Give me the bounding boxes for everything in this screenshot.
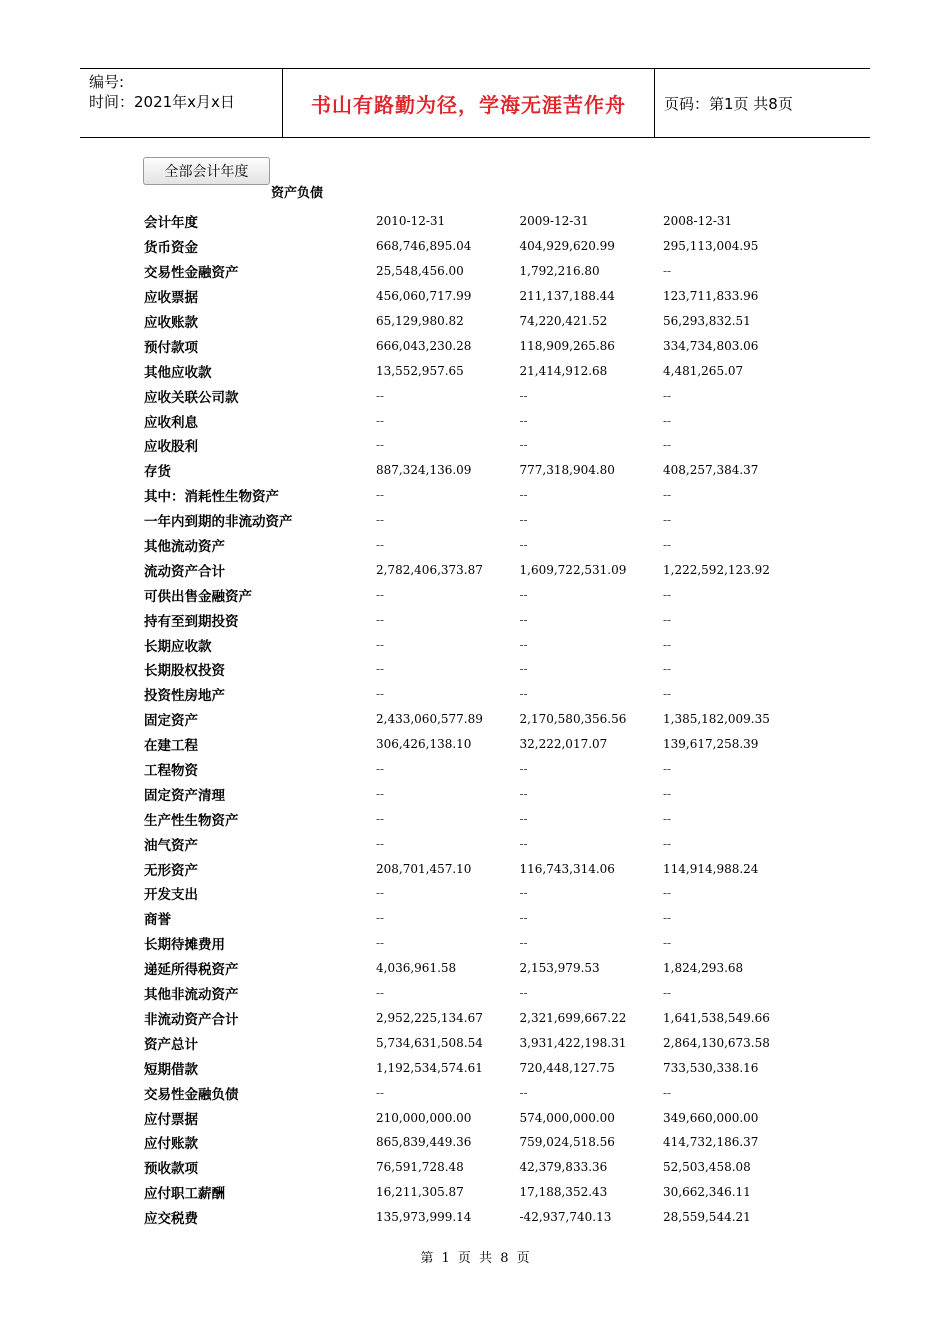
table-row bbox=[144, 284, 834, 309]
row-label: 开发支出 bbox=[144, 887, 198, 904]
value-cell: -- bbox=[663, 513, 672, 528]
value-cell: 414,732,186.37 bbox=[663, 1135, 759, 1150]
value-cell: 76,591,728.48 bbox=[376, 1160, 464, 1175]
value-cell: 574,000,000.00 bbox=[519, 1110, 615, 1125]
value-cell: 208,701,457.10 bbox=[376, 861, 472, 876]
value-cell: 4,036,961.58 bbox=[376, 961, 457, 976]
value-cell: 2009-12-31 bbox=[519, 214, 589, 229]
table-row bbox=[144, 806, 834, 831]
row-label: 资产总计 bbox=[144, 1036, 198, 1053]
value-cell: -- bbox=[376, 762, 385, 777]
value-cell: 21,414,912.68 bbox=[519, 363, 608, 378]
row-label: 应收票据 bbox=[144, 290, 198, 307]
row-label: 生产性生物资产 bbox=[144, 812, 239, 829]
header-page-info: 页码：第1页 共8页 bbox=[664, 94, 793, 113]
value-cell: -- bbox=[376, 936, 385, 951]
value-cell: 1,609,722,531.09 bbox=[519, 562, 627, 577]
value-cell: -- bbox=[519, 513, 528, 528]
value-cell: 5,734,631,508.54 bbox=[376, 1035, 483, 1050]
value-cell: -- bbox=[376, 986, 385, 1001]
value-cell: -- bbox=[663, 662, 672, 677]
value-cell: 2008-12-31 bbox=[663, 214, 733, 229]
value-cell: 334,734,803.06 bbox=[663, 338, 759, 353]
value-cell: -- bbox=[376, 687, 385, 702]
value-cell: -- bbox=[663, 911, 672, 926]
value-cell: 118,909,265.86 bbox=[519, 338, 615, 353]
row-label: 预付款项 bbox=[144, 339, 198, 356]
row-label: 其他应收款 bbox=[144, 364, 212, 381]
row-label: 投资性房地产 bbox=[144, 688, 225, 705]
header-meta bbox=[80, 69, 282, 137]
value-cell: 116,743,314.06 bbox=[519, 861, 615, 876]
value-cell: 139,617,258.39 bbox=[663, 737, 759, 752]
value-cell: -- bbox=[519, 936, 528, 951]
value-cell: 1,385,182,009.35 bbox=[663, 712, 770, 727]
row-label: 油气资产 bbox=[144, 837, 198, 854]
row-label: 一年内到期的非流动资产 bbox=[144, 514, 293, 531]
value-cell: -- bbox=[519, 687, 528, 702]
row-label: 商誉 bbox=[144, 912, 171, 929]
value-cell: 52,503,458.08 bbox=[663, 1160, 751, 1175]
table-row bbox=[144, 1055, 834, 1080]
value-cell: 777,318,904.80 bbox=[519, 463, 615, 478]
section-title: 资产负债 bbox=[271, 186, 324, 201]
row-label: 工程物资 bbox=[144, 763, 198, 780]
value-cell: 887,324,136.09 bbox=[376, 463, 472, 478]
value-cell: -- bbox=[663, 264, 672, 279]
value-cell: -- bbox=[376, 786, 385, 801]
table-row bbox=[144, 309, 834, 334]
row-label: 应收利息 bbox=[144, 414, 198, 431]
row-label: 固定资产清理 bbox=[144, 787, 225, 804]
value-cell: 720,448,127.75 bbox=[519, 1060, 615, 1075]
row-label: 应付票据 bbox=[144, 1111, 198, 1128]
value-cell: -- bbox=[376, 413, 385, 428]
value-cell: 30,662,346.11 bbox=[663, 1185, 751, 1200]
row-label: 其他流动资产 bbox=[144, 539, 225, 556]
value-cell: -- bbox=[376, 911, 385, 926]
row-label: 应收关联公司款 bbox=[144, 389, 239, 406]
value-cell: -- bbox=[663, 413, 672, 428]
value-cell: 2,170,580,356.56 bbox=[519, 712, 627, 727]
table-row bbox=[144, 533, 834, 558]
value-cell: -- bbox=[519, 538, 528, 553]
value-cell: -- bbox=[663, 488, 672, 503]
value-cell: 759,024,518.56 bbox=[519, 1135, 615, 1150]
value-cell: 123,711,833.96 bbox=[663, 289, 759, 304]
value-cell: -- bbox=[376, 662, 385, 677]
value-cell: 16,211,305.87 bbox=[376, 1185, 464, 1200]
table-row bbox=[144, 1105, 834, 1130]
value-cell: 2,433,060,577.89 bbox=[376, 712, 483, 727]
value-cell: -- bbox=[519, 488, 528, 503]
value-cell: 211,137,188.44 bbox=[519, 289, 615, 304]
row-label: 其中：消耗性生物资产 bbox=[144, 489, 279, 506]
value-cell: -- bbox=[663, 786, 672, 801]
value-cell: -- bbox=[519, 1085, 528, 1100]
value-cell: 668,746,895.04 bbox=[376, 239, 472, 254]
value-cell: 32,222,017.07 bbox=[519, 737, 608, 752]
page-footer: 第 1 页 共 8 页 bbox=[420, 1251, 530, 1266]
row-label: 递延所得税资产 bbox=[144, 962, 239, 979]
table-row bbox=[144, 682, 834, 707]
table-row bbox=[144, 1205, 834, 1230]
value-cell: 3,931,422,198.31 bbox=[519, 1035, 627, 1050]
row-label: 交易性金融负债 bbox=[144, 1086, 239, 1103]
row-label: 无形资产 bbox=[144, 862, 198, 879]
value-cell: -- bbox=[376, 612, 385, 627]
table-row bbox=[144, 757, 834, 782]
value-cell: -- bbox=[519, 662, 528, 677]
row-label: 固定资产 bbox=[144, 713, 198, 730]
value-cell: -- bbox=[376, 388, 385, 403]
value-cell: -- bbox=[663, 538, 672, 553]
table-row bbox=[144, 931, 834, 956]
table-row bbox=[144, 981, 834, 1006]
value-cell: 2,153,979.53 bbox=[519, 961, 600, 976]
value-cell: -- bbox=[663, 612, 672, 627]
value-cell: 865,839,449.36 bbox=[376, 1135, 472, 1150]
table-row bbox=[144, 732, 834, 757]
value-cell: -- bbox=[376, 587, 385, 602]
row-label: 预收款项 bbox=[144, 1161, 198, 1178]
value-cell: 306,426,138.10 bbox=[376, 737, 472, 752]
value-cell: 1,792,216.80 bbox=[519, 264, 600, 279]
value-cell: -- bbox=[663, 886, 672, 901]
balance-sheet-table bbox=[144, 209, 834, 1230]
table-row bbox=[144, 1030, 834, 1055]
table-row bbox=[144, 259, 834, 284]
value-cell: -- bbox=[663, 936, 672, 951]
fiscal-year-button[interactable]: 全部会计年度 bbox=[143, 157, 270, 185]
table-row bbox=[144, 508, 834, 533]
row-label: 在建工程 bbox=[144, 738, 198, 755]
table-row bbox=[144, 333, 834, 358]
value-cell: -- bbox=[519, 612, 528, 627]
value-cell: -- bbox=[376, 637, 385, 652]
value-cell: -- bbox=[376, 538, 385, 553]
value-cell: -- bbox=[663, 438, 672, 453]
value-cell: -- bbox=[376, 1085, 385, 1100]
table-row bbox=[144, 1080, 834, 1105]
value-cell: -- bbox=[376, 836, 385, 851]
table-row bbox=[144, 1180, 834, 1205]
row-label: 应付账款 bbox=[144, 1136, 198, 1153]
value-cell: -- bbox=[376, 513, 385, 528]
value-cell: 295,113,004.95 bbox=[663, 239, 759, 254]
row-label: 其他非流动资产 bbox=[144, 987, 239, 1004]
value-cell: -- bbox=[376, 811, 385, 826]
value-cell: 13,552,957.65 bbox=[376, 363, 464, 378]
value-cell: 135,973,999.14 bbox=[376, 1210, 472, 1225]
value-cell: 456,060,717.99 bbox=[376, 289, 472, 304]
table-row bbox=[144, 408, 834, 433]
row-label: 长期待摊费用 bbox=[144, 937, 225, 954]
table-row bbox=[144, 707, 834, 732]
value-cell: -- bbox=[663, 687, 672, 702]
table-row bbox=[144, 433, 834, 458]
value-cell: 28,559,544.21 bbox=[663, 1210, 751, 1225]
value-cell: -- bbox=[519, 911, 528, 926]
value-cell: 114,914,988.24 bbox=[663, 861, 759, 876]
table-row bbox=[144, 632, 834, 657]
table-row bbox=[144, 1155, 834, 1180]
value-cell: -- bbox=[376, 438, 385, 453]
value-cell: 2010-12-31 bbox=[376, 214, 446, 229]
table-row bbox=[144, 657, 834, 682]
table-row bbox=[144, 607, 834, 632]
value-cell: 65,129,980.82 bbox=[376, 314, 464, 328]
value-cell: 4,481,265.07 bbox=[663, 363, 744, 378]
row-label: 应付职工薪酬 bbox=[144, 1186, 225, 1203]
table-row bbox=[144, 358, 834, 383]
value-cell: -- bbox=[519, 413, 528, 428]
value-cell: 1,192,534,574.61 bbox=[376, 1060, 483, 1075]
row-label: 会计年度 bbox=[144, 215, 198, 232]
value-cell: 74,220,421.52 bbox=[519, 314, 608, 328]
table-row bbox=[144, 831, 834, 856]
value-cell: 404,929,620.99 bbox=[519, 239, 615, 254]
value-cell: -- bbox=[663, 388, 672, 403]
value-cell: -- bbox=[519, 811, 528, 826]
value-cell: 17,188,352.43 bbox=[519, 1185, 608, 1200]
table-row bbox=[144, 906, 834, 931]
value-cell: 1,824,293.68 bbox=[663, 961, 744, 976]
value-cell: -- bbox=[519, 786, 528, 801]
table-row bbox=[144, 483, 834, 508]
value-cell: -- bbox=[376, 488, 385, 503]
value-cell: 408,257,384.37 bbox=[663, 463, 759, 478]
value-cell: -- bbox=[519, 637, 528, 652]
row-label: 持有至到期投资 bbox=[144, 613, 239, 630]
value-cell: -- bbox=[663, 587, 672, 602]
value-cell: -42,937,740.13 bbox=[519, 1210, 612, 1225]
table-row bbox=[144, 557, 834, 582]
table-row bbox=[144, 781, 834, 806]
value-cell: 2,782,406,373.87 bbox=[376, 562, 483, 577]
table-row bbox=[144, 1130, 834, 1155]
value-cell: 666,043,230.28 bbox=[376, 338, 472, 353]
value-cell: 1,641,538,549.66 bbox=[663, 1010, 770, 1025]
value-cell: -- bbox=[376, 886, 385, 901]
value-cell: 733,530,338.16 bbox=[663, 1060, 759, 1075]
value-cell: -- bbox=[663, 986, 672, 1001]
row-label: 短期借款 bbox=[144, 1061, 198, 1078]
row-label: 交易性金融资产 bbox=[144, 265, 239, 282]
table-row bbox=[144, 458, 834, 483]
row-label: 流动资产合计 bbox=[144, 563, 225, 580]
value-cell: -- bbox=[663, 836, 672, 851]
row-label: 长期应收款 bbox=[144, 638, 212, 655]
value-cell: 1,222,592,123.92 bbox=[663, 562, 770, 577]
row-label: 非流动资产合计 bbox=[144, 1011, 239, 1028]
table-row bbox=[144, 383, 834, 408]
row-label: 货币资金 bbox=[144, 240, 198, 257]
value-cell: 349,660,000.00 bbox=[663, 1110, 759, 1125]
table-row bbox=[144, 956, 834, 981]
page-header bbox=[80, 68, 870, 138]
value-cell: 2,321,699,667.22 bbox=[519, 1010, 627, 1025]
table-row bbox=[144, 881, 834, 906]
row-label: 存货 bbox=[144, 464, 171, 481]
value-cell: -- bbox=[519, 762, 528, 777]
value-cell: -- bbox=[519, 986, 528, 1001]
value-cell: 25,548,456.00 bbox=[376, 264, 464, 279]
header-motto: 书山有路勤为径，学海无涯苦作舟 bbox=[282, 69, 655, 137]
value-cell: -- bbox=[663, 811, 672, 826]
table-row bbox=[144, 856, 834, 881]
value-cell: -- bbox=[663, 637, 672, 652]
row-label: 应收股利 bbox=[144, 439, 198, 456]
table-row bbox=[144, 209, 834, 234]
value-cell: -- bbox=[519, 587, 528, 602]
value-cell: -- bbox=[663, 1085, 672, 1100]
value-cell: -- bbox=[519, 388, 528, 403]
table-row bbox=[144, 582, 834, 607]
row-label: 长期股权投资 bbox=[144, 663, 225, 680]
row-label: 应收账款 bbox=[144, 315, 198, 331]
value-cell: -- bbox=[519, 886, 528, 901]
table-row bbox=[144, 1006, 834, 1031]
value-cell: 2,952,225,134.67 bbox=[376, 1010, 483, 1025]
value-cell: 210,000,000.00 bbox=[376, 1110, 472, 1125]
table-row bbox=[144, 234, 834, 259]
serial-label: 编号: bbox=[89, 73, 125, 91]
time-label: 时间：2021年x月x日 bbox=[89, 93, 235, 111]
value-cell: -- bbox=[663, 762, 672, 777]
value-cell: 42,379,833.36 bbox=[519, 1160, 608, 1175]
value-cell: -- bbox=[519, 836, 528, 851]
row-label: 可供出售金融资产 bbox=[144, 588, 252, 605]
row-label: 应交税费 bbox=[144, 1211, 198, 1228]
value-cell: 2,864,130,673.58 bbox=[663, 1035, 770, 1050]
value-cell: -- bbox=[519, 438, 528, 453]
value-cell: 56,293,832.51 bbox=[663, 314, 751, 328]
